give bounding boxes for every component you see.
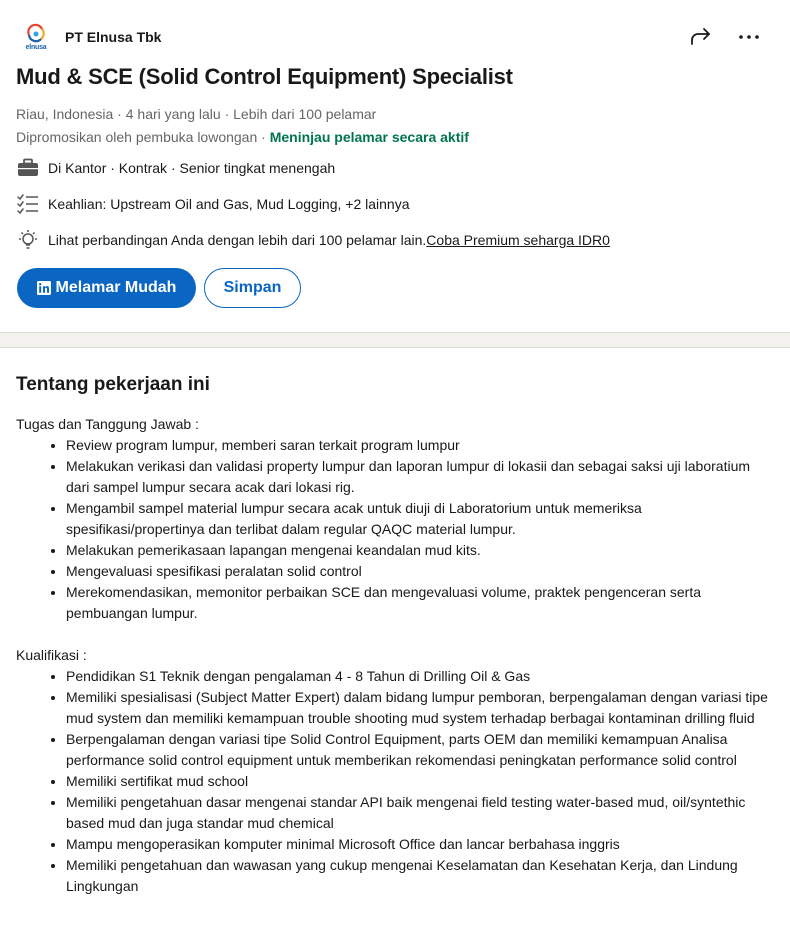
more-horizontal-icon [737, 25, 761, 49]
job-header [16, 20, 774, 54]
promo-line [16, 129, 469, 145]
list-item: • Melakukan pemerikasaan lapangan mengenai keandalan mud kits. [66, 540, 776, 561]
save-button[interactable]: Simpan [204, 268, 301, 308]
list-item: • Review program lumpur, memberi saran terkait program lumpur [66, 435, 776, 456]
header-actions [688, 24, 762, 50]
share-arrow-icon [689, 25, 713, 49]
elnusa-logo-icon [25, 23, 47, 43]
job-description [16, 414, 776, 897]
duties-heading: Tugas dan Tanggung Jawab : [16, 416, 199, 432]
promo-prefix: Dipromosikan oleh pembuka lowongan · [16, 129, 270, 145]
briefcase-icon [16, 156, 40, 180]
list-item: • Memiliki pengetahuan dan wawasan yang cukup mengenai Keselamatan dan Kesehatan Kerja, dan Lindung Lingkungan [66, 855, 776, 897]
list-item: • Pendidikan S1 Teknik dengan pengalaman 4 - 8 Tahun di Drilling Oil & Gas [66, 666, 776, 687]
workplace-row [16, 156, 335, 180]
workplace-text: Di Kantor · Kontrak · Senior tingkat menengah [48, 160, 336, 176]
company-logo[interactable] [16, 20, 56, 54]
compare-row [16, 228, 610, 252]
list-item: • Melakukan verikasi dan validasi property lumpur dan laporan lumpur di lokasii dan sebagai saksi uji laboratium dari sampel lumpur secara acak dari lokasi rig. [66, 456, 776, 498]
compare-text: Lihat perbandingan Anda dengan lebih dari 100 pelamar lain. [48, 232, 427, 248]
job-meta: Riau, Indonesia · 4 hari yang lalu · Lebih dari 100 pelamar [16, 106, 377, 122]
qualifications-heading: Kualifikasi : [16, 647, 87, 663]
company-name[interactable]: PT Elnusa Tbk [65, 29, 162, 45]
premium-link[interactable]: Coba Premium seharga IDR0 [426, 232, 610, 248]
easy-apply-label: Melamar Mudah [55, 279, 177, 296]
about-heading: Tentang pekerjaan ini [16, 374, 210, 395]
list-item: • Memiliki pengetahuan dasar mengenai standar API baik mengenai field testing water-based mud, oil/syntethic based mud dan juga standar mud chemical [66, 792, 776, 834]
list-item: • Memiliki sertifikat mud school [66, 771, 776, 792]
list-item: • Memiliki spesialisasi (Subject Matter Expert) dalam bidang lumpur pemboran, berpengalaman dengan variasi tipe mud system dan memiliki kemampuan trouble shooting mud system terhadap berbagai kontaminan drilling fluid [66, 687, 776, 729]
list-item: • Mengambil sampel material lumpur secara acak untuk diuji di Laboratorium untuk memeriksa spesifikasi/propertinya dan terlibat dalam regular QAQC material lumpur. [66, 498, 776, 540]
linkedin-icon [37, 281, 51, 295]
logo-text: elnusa [25, 44, 47, 51]
qualifications-list [66, 666, 776, 897]
list-item: • Berpengalaman dengan variasi tipe Solid Control Equipment, parts OEM dan memiliki kemampuan Analisa performance solid control equipment untuk memberikan rekomendasi peningkatan performance solid control [66, 729, 776, 771]
spacer [16, 624, 776, 645]
section-divider [0, 332, 790, 348]
list-item: • Mengevaluasi spesifikasi peralatan solid control [66, 561, 776, 582]
list-item: • Merekomendasikan, memonitor perbaikan SCE dan mengevaluasi volume, praktek pengenceran serta pembuangan lumpur. [66, 582, 776, 624]
checklist-icon [16, 192, 40, 216]
easy-apply-button[interactable] [17, 268, 196, 308]
list-item: • Mampu mengoperasikan komputer minimal Microsoft Office dan lancar berbahasa inggris [66, 834, 776, 855]
skills-row[interactable] [16, 192, 410, 216]
active-recruiting-badge: Meninjau pelamar secara aktif [269, 129, 469, 145]
job-title: Mud & SCE (Solid Control Equipment) Specialist [16, 64, 513, 89]
duties-list [66, 435, 776, 624]
lightbulb-icon [16, 228, 40, 252]
more-options-button[interactable] [736, 24, 762, 50]
share-button[interactable] [688, 24, 714, 50]
skills-text: Keahlian: Upstream Oil and Gas, Mud Logging, +2 lainnya [48, 196, 410, 212]
